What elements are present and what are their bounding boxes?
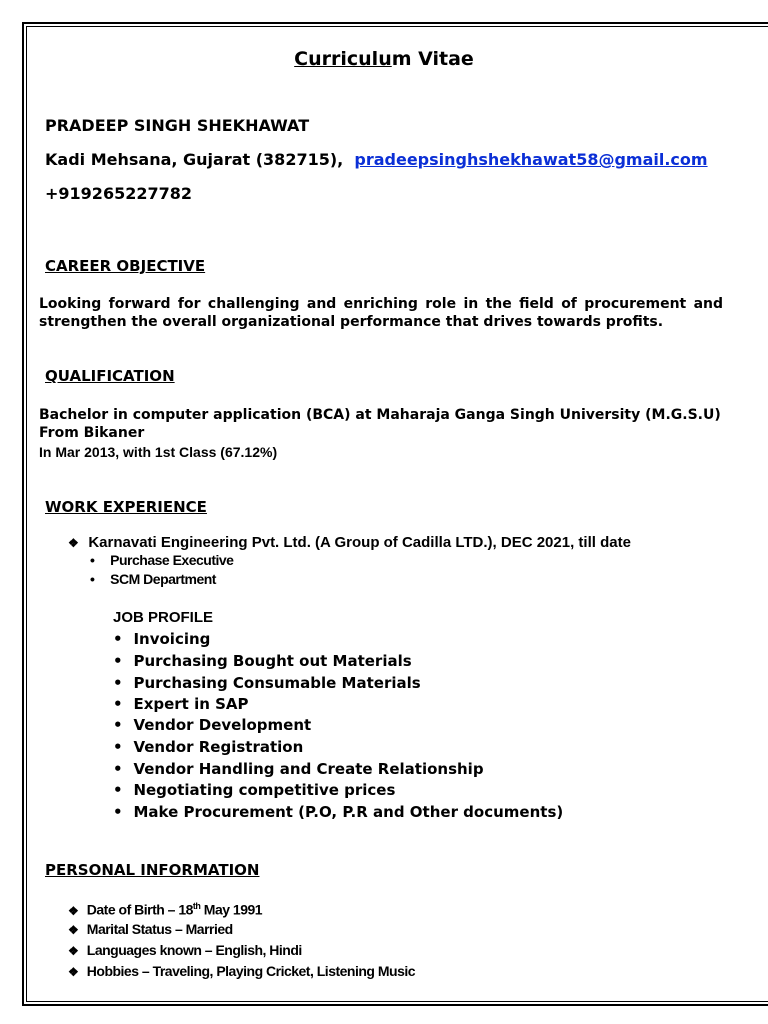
address-line	[45, 150, 708, 169]
email-link[interactable]: pradeepsinghshekhawat58@gmail.com	[354, 150, 708, 169]
personal-information-heading: PERSONAL INFORMATION	[45, 861, 260, 879]
diamond-bullet-icon: ❖	[68, 923, 79, 937]
career-objective-line-2: strengthen the overall organizational performance that drives towards profits.	[39, 314, 664, 330]
qualification-line-2: From Bikaner	[39, 425, 145, 441]
bullet-icon: •	[90, 571, 95, 587]
qualification-line-1: Bachelor in computer application (BCA) at Maharaja Ganga Singh University (M.G.S.U)	[39, 407, 721, 423]
job-profile-item: • Expert in SAP	[113, 695, 249, 713]
diamond-bullet-icon: ❖	[68, 536, 79, 550]
personal-item-dob: ❖ Date of Birth – 18th May 1991	[68, 901, 263, 918]
job-profile-item: • Negotiating competitive prices	[113, 781, 396, 799]
personal-item-marital: ❖ Marital Status – Married	[68, 921, 233, 937]
title-rest-part: m Vitae	[391, 48, 474, 70]
diamond-bullet-icon: ❖	[68, 965, 79, 979]
job-profile-item: • Vendor Handling and Create Relationship	[113, 760, 484, 778]
job-profile-item: • Make Procurement (P.O, P.R and Other documents)	[113, 803, 564, 821]
diamond-bullet-icon: ❖	[68, 944, 79, 958]
bullet-icon: •	[113, 652, 123, 670]
address: Kadi Mehsana, Gujarat (382715),	[45, 150, 344, 169]
bullet-icon: •	[113, 760, 123, 778]
title-underlined-part: Curriculu	[294, 48, 392, 70]
role-item: • Purchase Executive	[90, 552, 234, 568]
role-item: • SCM Department	[90, 571, 216, 587]
qualification-heading: QUALIFICATION	[45, 367, 175, 385]
bullet-icon: •	[113, 803, 123, 821]
job-profile-label: JOB PROFILE	[113, 609, 214, 626]
work-experience-heading: WORK EXPERIENCE	[45, 498, 207, 516]
career-objective-line-1: Looking forward for challenging and enriching role in the field of procurement and	[39, 296, 724, 312]
job-profile-item: • Invoicing	[113, 630, 211, 648]
bullet-icon: •	[113, 695, 123, 713]
job-profile-item: • Purchasing Consumable Materials	[113, 674, 421, 692]
phone-number: +919265227782	[45, 184, 192, 203]
job-profile-item: • Vendor Registration	[113, 738, 304, 756]
qualification-line-3: In Mar 2013, with 1st Class (67.12%)	[39, 444, 278, 460]
company-entry	[68, 534, 631, 551]
document-title	[0, 48, 768, 70]
career-objective-heading: CAREER OBJECTIVE	[45, 257, 206, 275]
bullet-icon: •	[113, 716, 123, 734]
bullet-icon: •	[113, 630, 123, 648]
diamond-bullet-icon: ❖	[68, 903, 79, 918]
company-text: Karnavati Engineering Pvt. Ltd. (A Group of Cadilla LTD.), DEC 2021, till date	[88, 534, 631, 551]
job-profile-item: • Purchasing Bought out Materials	[113, 652, 412, 670]
bullet-icon: •	[90, 552, 95, 568]
bullet-icon: •	[113, 738, 123, 756]
personal-item-hobbies: ❖ Hobbies – Traveling, Playing Cricket, Listening Music	[68, 963, 416, 979]
job-profile-item: • Vendor Development	[113, 716, 312, 734]
candidate-name: PRADEEP SINGH SHEKHAWAT	[45, 116, 310, 135]
bullet-icon: •	[113, 674, 123, 692]
personal-item-languages: ❖ Languages known – English, Hindi	[68, 942, 302, 958]
bullet-icon: •	[113, 781, 123, 799]
